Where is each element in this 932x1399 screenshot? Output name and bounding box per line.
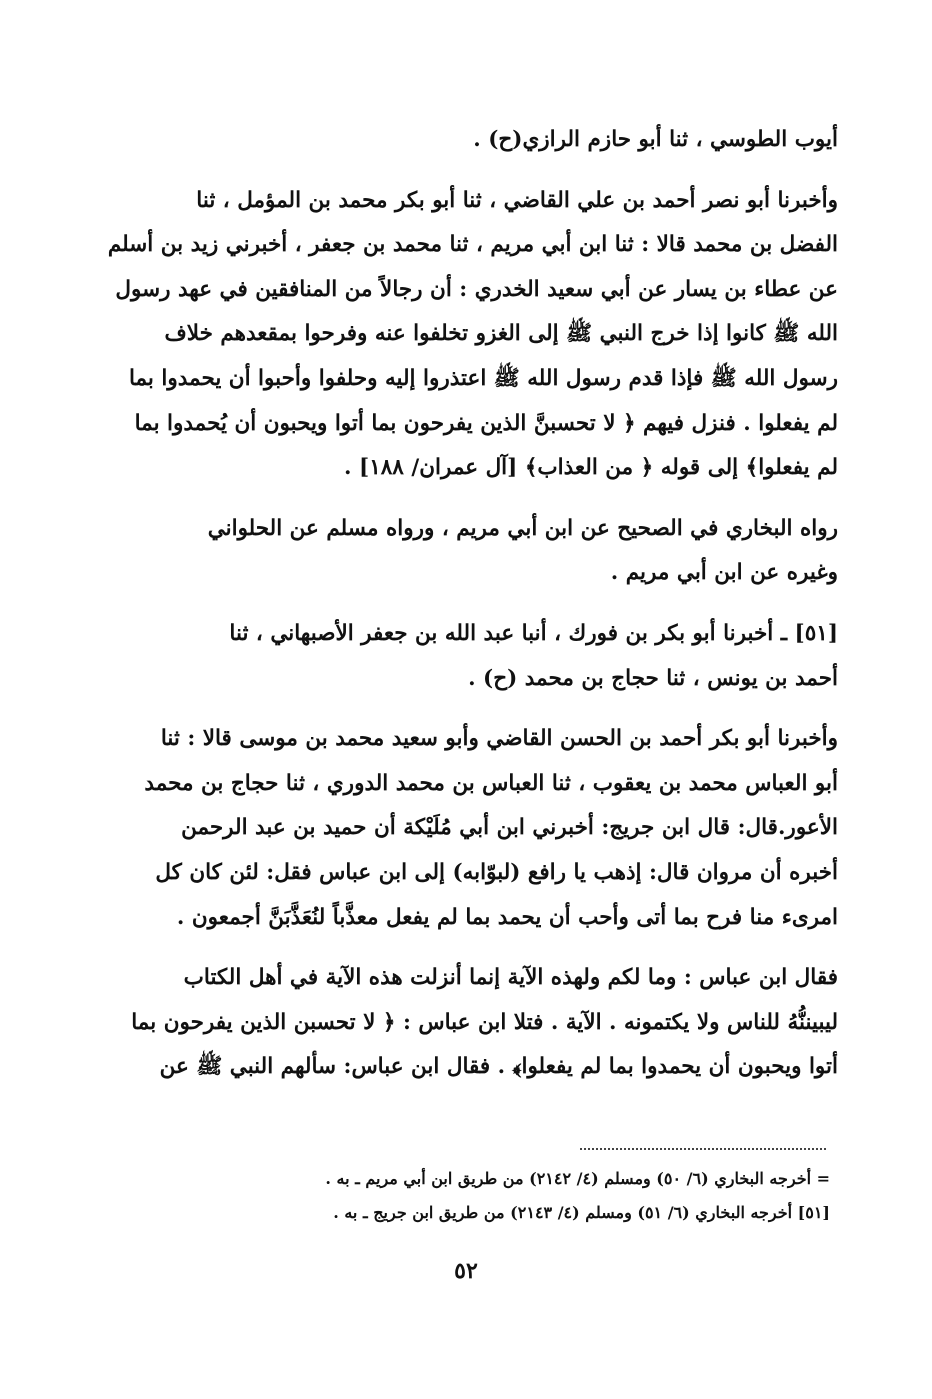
text-line: ليبيننُّهُ للناس ولا يكتمونه . الآية . فتلا ابن عباس : ﴿ لا تحسبن الذين يفرحون بما bbox=[131, 1009, 838, 1035]
text-line: رواه البخاري في الصحيح عن ابن أبي مريم ، ورواه مسلم عن الحلواني bbox=[207, 515, 838, 541]
paragraph bbox=[88, 507, 838, 596]
text-line: وغيره عن ابن أبي مريم . bbox=[610, 560, 838, 586]
text-line: أخبره أن مروان قال: إذهب يا رافع (لبوّابه) إلى ابن عباس فقل: لئن كان كل bbox=[155, 859, 838, 885]
text-line: فقال ابن عباس : وما لكم ولهذه الآية إنما أنزلت هذه الآية في أهل الكتاب bbox=[183, 965, 838, 991]
paragraph bbox=[88, 956, 838, 1090]
text-line: الأعور.قال: قال ابن جريج: أخبرني ابن أبي مُلَيْكة أن حميد بن عبد الرحمن bbox=[181, 815, 838, 841]
text-line: امرىء منا فرح بما أتى وأحب أن يحمد بما لم يفعل معذَّباً لنُعَذَّبَنَّ أجمعون . bbox=[176, 904, 838, 930]
text-line: لم يفعلوا﴾ إلى قوله ﴿ من العذاب﴾ [آل عمران/ ١٨٨] . bbox=[344, 455, 838, 481]
footnote-line: = أخرجه البخاري (٦/ ٥٠) ومسلم (٤/ ٢١٤٢) من طريق ابن أبي مريم ـ به . bbox=[325, 1169, 830, 1188]
text-line: وأخبرنا أبو بكر أحمد بن الحسن القاضي وأبو سعيد محمد بن موسى قالا : ثنا bbox=[160, 726, 838, 752]
paragraph bbox=[88, 717, 838, 940]
text-line: لم يفعلوا . فنزل فيهم ﴿ لا تحسبنَّ الذين يفرحون بما أتوا ويحبون أن يُحمدوا بما bbox=[134, 410, 838, 436]
text-line: وأخبرنا أبو نصر أحمد بن علي القاضي ، ثنا أبو بكر محمد بن المؤمل ، ثنا bbox=[196, 187, 838, 213]
text-line: أيوب الطوسي ، ثنا أبو حازم الرازي(ح) . bbox=[473, 127, 838, 152]
text-line: [٥١] ـ أخبرنا أبو بكر بن فورك ، أنبا عبد الله بن جعفر الأصبهاني ، ثنا bbox=[229, 620, 838, 646]
text-line: عن عطاء بن يسار عن أبي سعيد الخدري : أن رجالاً من المنافقين في عهد رسول bbox=[115, 276, 838, 302]
text-line: أبو العباس محمد بن يعقوب ، ثنا العباس بن محمد الدوري ، ثنا حجاج بن محمد bbox=[144, 770, 838, 796]
text-line: الله ﷺ كانوا إذا خرج النبي ﷺ إلى الغزو تخلفوا عنه وفرحوا بمقعدهم خلاف bbox=[164, 321, 838, 347]
footnote-line: [٥١] أخرجه البخاري (٦/ ٥١) ومسلم (٤/ ٢١٤٣) من طريق ابن جريج ـ به . bbox=[333, 1203, 830, 1222]
main-text bbox=[88, 118, 838, 1106]
text-line: أحمد بن يونس ، ثنا حجاج بن محمد (ح) . bbox=[468, 665, 838, 691]
footnote-divider bbox=[580, 1148, 826, 1150]
page-number: ٥٢ bbox=[454, 1258, 478, 1284]
text-line: أتوا ويحبون أن يحمدوا بما لم يفعلوا﴾ . فقال ابن عباس: سألهم النبي ﷺ عن bbox=[159, 1054, 838, 1080]
text-line: الفضل بن محمد قالا : ثنا ابن أبي مريم ، ثنا محمد بن جعفر ، أخبرني زيد بن أسلم bbox=[107, 232, 838, 258]
footnotes bbox=[160, 1162, 830, 1230]
paragraph bbox=[88, 118, 838, 163]
paragraph bbox=[88, 179, 838, 491]
text-line: رسول الله ﷺ فإذا قدم رسول الله ﷺ اعتذروا إليه وحلفوا وأحبوا أن يحمدوا بما bbox=[128, 365, 838, 391]
paragraph bbox=[88, 612, 838, 701]
